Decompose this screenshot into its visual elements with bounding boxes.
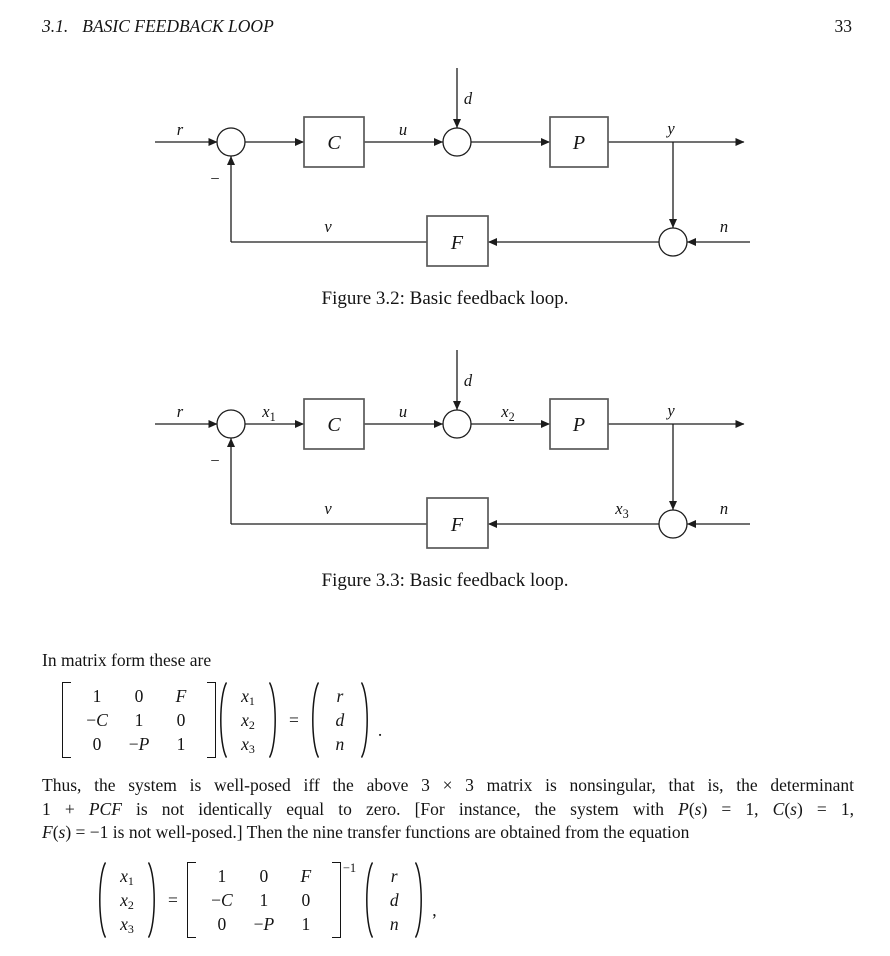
matrix-cell: 1: [301, 914, 311, 934]
controller-label: C: [327, 132, 341, 154]
matrix-cell: d: [335, 710, 345, 730]
matrix-cell: $x_1$: [120, 866, 134, 888]
minus-sign: −: [210, 451, 220, 470]
matrix-cell: $x_3$: [241, 734, 255, 756]
label-u: u: [398, 120, 408, 139]
left-paren: [308, 681, 320, 759]
right-paren: [268, 681, 280, 759]
matrix-cell: 1: [176, 734, 186, 754]
label-n: n: [719, 499, 729, 518]
matrix-cell: 0: [176, 710, 186, 730]
text-segment: 1 +: [42, 798, 89, 819]
input-vector: [374, 862, 414, 938]
right-paren: [147, 861, 159, 939]
matrix-cell: 0: [92, 734, 102, 754]
matrix-cell: 0: [217, 914, 227, 934]
matrix-cell: 0: [301, 890, 311, 910]
body-paragraph: [42, 774, 854, 845]
figure-3-3-block-diagram: [0, 340, 890, 555]
label-v: v: [324, 217, 332, 236]
intro-text: In matrix form these are: [42, 650, 212, 670]
state-vector: [228, 682, 268, 758]
matrix-cell: n: [389, 914, 399, 934]
plant-label: P: [572, 132, 586, 154]
left-square-bracket: [187, 862, 196, 938]
summing-junction-error: [217, 128, 245, 156]
matrix-cell: 1: [92, 686, 102, 706]
matrix-cell: −P: [253, 914, 275, 934]
text-segment: Thus, the system is well-posed iff the above 3 × 3 matrix is nonsingular, that is, the determinant: [42, 775, 854, 795]
coefficient-matrix: [71, 682, 207, 758]
running-head: [42, 16, 274, 37]
equals-sign: =: [168, 889, 178, 910]
matrix-cell: 0: [259, 866, 269, 886]
inverse-exponent: −1: [342, 861, 357, 875]
matrix-cell: $x_2$: [120, 890, 134, 912]
text-segment: is not identically equal to zero. [For instance, the system with: [121, 798, 679, 819]
matrix-cell: 1: [259, 890, 269, 910]
equation-comma: ,: [432, 899, 437, 920]
label-x2: $x_2$: [501, 402, 515, 424]
coefficient-matrix: [196, 862, 332, 938]
controller-label: C: [327, 414, 341, 436]
right-square-bracket: [332, 862, 341, 938]
left-square-bracket: [62, 682, 71, 758]
label-d: d: [463, 89, 473, 108]
section-number: 3.1.: [42, 16, 69, 36]
plant-label: P: [572, 414, 586, 436]
page-number: 33: [834, 16, 852, 36]
figure-3-3-caption: Figure 3.3: Basic feedback loop.: [321, 570, 569, 591]
summing-junction-disturbance: [443, 410, 471, 438]
label-y: y: [667, 401, 675, 420]
label-y: y: [667, 119, 675, 138]
figure-3-2-block-diagram: [0, 58, 890, 273]
matrix-cell: $x_3$: [120, 914, 134, 936]
matrix-cell: F: [175, 686, 187, 706]
summing-junction-noise: [659, 510, 687, 538]
summing-junction-disturbance: [443, 128, 471, 156]
matrix-cell: r: [390, 866, 398, 886]
matrix-cell: n: [335, 734, 345, 754]
left-paren: [216, 681, 228, 759]
label-r: r: [176, 120, 184, 139]
matrix-cell: d: [389, 890, 399, 910]
label-n: n: [719, 217, 729, 236]
matrix-cell: 1: [134, 710, 144, 730]
paragraph-line: [42, 821, 854, 845]
left-paren: [95, 861, 107, 939]
matrix-cell: −P: [128, 734, 150, 754]
matrix-cell: F: [300, 866, 312, 886]
label-v: v: [324, 499, 332, 518]
inline-math: P(s) = 1: [678, 798, 755, 819]
page-header: [42, 16, 852, 37]
text-segment: is not well-posed.] Then the nine transfer functions are obtained from the equation: [108, 822, 690, 842]
right-paren: [360, 681, 372, 759]
matrix-equation-inverse: [95, 861, 437, 939]
text-segment: ,: [754, 798, 773, 819]
label-d: d: [463, 371, 473, 390]
paragraph-line: [42, 798, 854, 822]
input-vector: [320, 682, 360, 758]
inline-math: C(s) = 1: [772, 798, 850, 819]
right-paren: [414, 861, 426, 939]
summing-junction-noise: [659, 228, 687, 256]
equals-sign: =: [289, 709, 299, 730]
inline-math: PCF: [88, 798, 122, 819]
equation-period: .: [377, 719, 383, 740]
matrix-cell: 1: [217, 866, 227, 886]
matrix-cell: 0: [134, 686, 144, 706]
text-segment: ,: [849, 798, 854, 819]
matrix-cell: −C: [86, 710, 108, 730]
feedback-label: F: [450, 514, 464, 536]
minus-sign: −: [210, 169, 220, 188]
label-x1: $x_1$: [262, 402, 276, 424]
figure-3-2-caption: Figure 3.2: Basic feedback loop.: [321, 288, 569, 309]
feedback-label: F: [450, 232, 464, 254]
paragraph-line: [42, 774, 854, 798]
matrix-cell: $x_2$: [241, 710, 255, 732]
section-title: BASIC FEEDBACK LOOP: [82, 16, 274, 36]
summing-junction-error: [217, 410, 245, 438]
matrix-cell: $x_1$: [241, 686, 255, 708]
inline-math: F(s) = −1: [42, 822, 109, 842]
state-vector: [107, 862, 147, 938]
matrix-equation-forward: [62, 681, 382, 759]
matrix-cell: −C: [211, 890, 233, 910]
label-r: r: [176, 402, 184, 421]
label-u: u: [398, 402, 408, 421]
label-x3: $x_3$: [615, 499, 629, 521]
matrix-cell: r: [336, 686, 344, 706]
left-paren: [362, 861, 374, 939]
right-square-bracket: [207, 682, 216, 758]
